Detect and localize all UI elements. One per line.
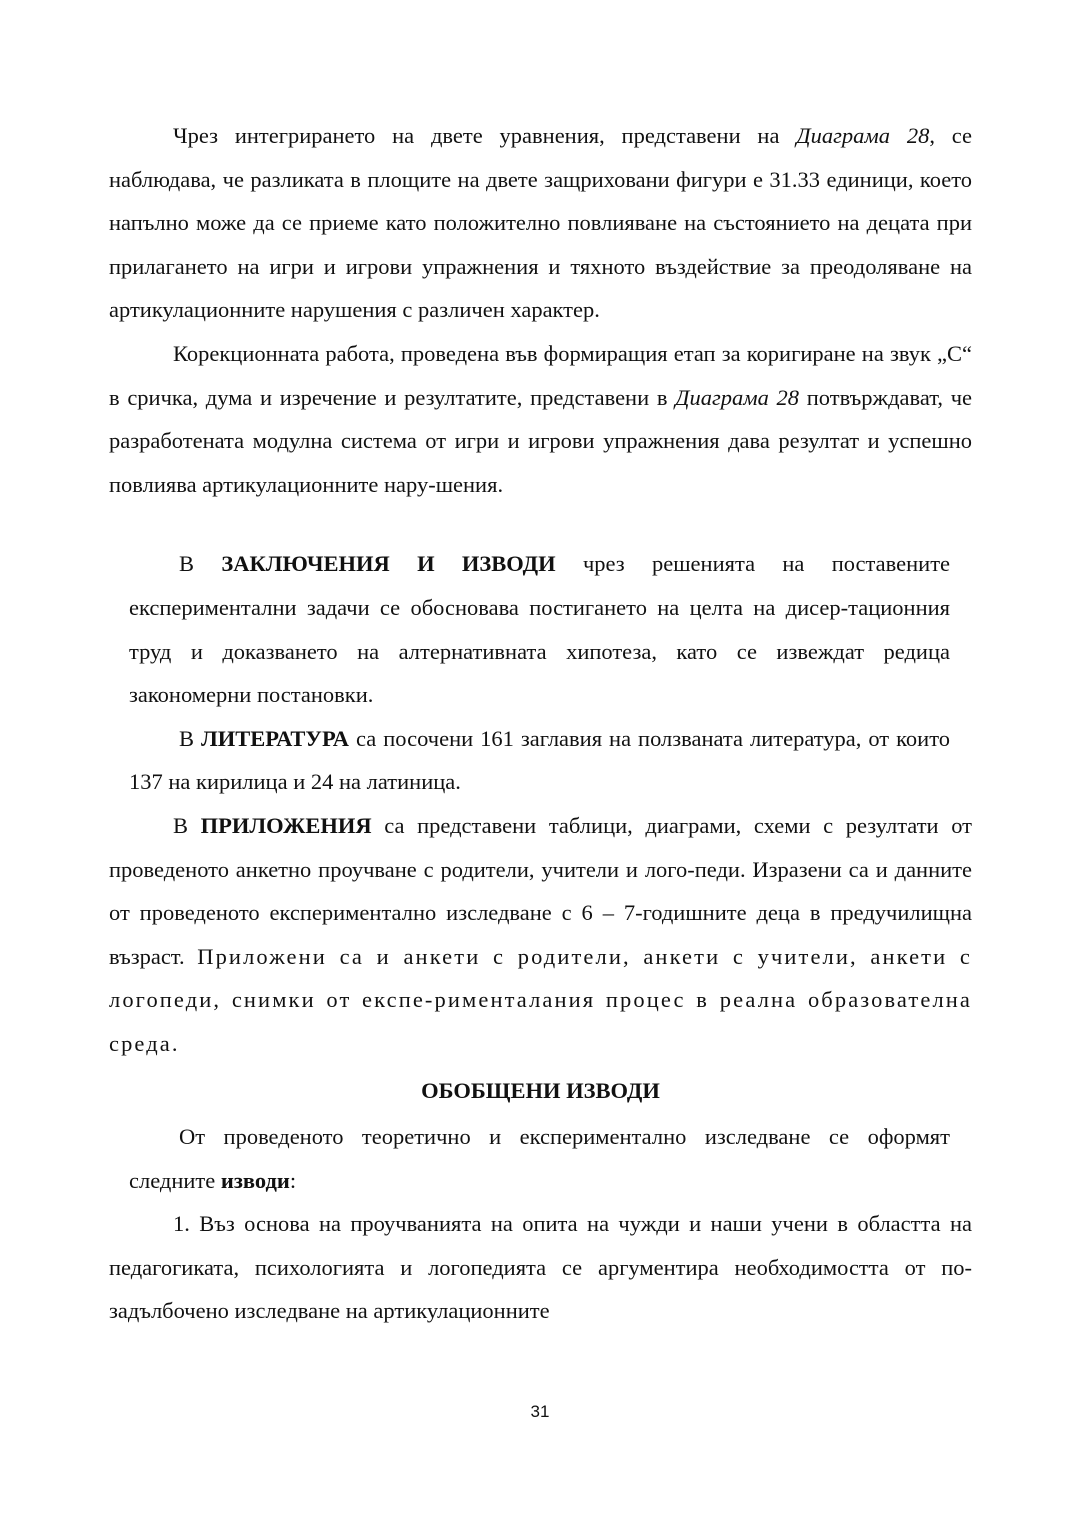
text-run: , се наблюдава, че разликата в площите на двете защриховани фигури е 31.33 единици, което напълно може да се приеме като положително повлияване на състоянието на децата при прилагането на игри и игрови упражнения и тяхното въздействие за преодоляване на артикулационните нарушения с различен характер.	[109, 123, 973, 323]
text-run: От проведеното теоретично и експериментално изследване се оформят следните	[129, 1124, 950, 1193]
text-run: Корекционната работа, проведена във формиращия етап за коригиране на звук „С“ в сричка, дума и изречение и резултатите, представени в	[109, 340, 972, 410]
text-run: В	[173, 812, 201, 838]
text-run: са посочени 161 заглавия на ползваната литература, от които 137 на кирилица и 24 на латиница.	[129, 725, 950, 795]
paragraph-summary-intro	[129, 1115, 950, 1202]
text-run: Чрез интегрирането на двете уравнения, представени на	[173, 123, 797, 148]
diagram-reference: Диаграма 28	[675, 384, 800, 410]
section-keyword: ЗАКЛЮЧЕНИЯ И ИЗВОДИ	[221, 551, 556, 577]
body-text	[109, 114, 972, 1333]
section-keyword: ПРИЛОЖЕНИЯ	[200, 812, 372, 838]
text-run-spaced: Приложени са и анкети с родители, анкети с учители, анкети с логопеди, снимки от експе-рименталания процес в реална образователна среда.	[109, 943, 972, 1056]
section-heading: ОБОБЩЕНИ ИЗВОДИ	[421, 1078, 660, 1104]
text-run: потвърждават, че разработената модулна система от игри и игрови упражнения дава резултат и успешно повлиява артикулационните нару-шения.	[109, 384, 973, 497]
section-keyword: ЛИТЕРАТУРА	[201, 725, 350, 751]
paragraph-literature	[129, 717, 950, 804]
paragraph-diagram-integration	[109, 114, 972, 332]
text-run: чрез решенията на поставените експериментални задачи се обосновава постигането на целта на дисер-тационния труд и доказването на алтернативната хипотеза, като се извеждат редица закономерни постановки.	[129, 551, 951, 708]
text-run: :	[289, 1167, 297, 1193]
diagram-reference: Диаграма 28	[796, 123, 930, 148]
paragraph-appendices	[109, 804, 972, 1066]
paragraph-corrective-work	[109, 332, 972, 506]
text-run: В	[179, 551, 222, 577]
paragraph-conclusion-1: 1. Въз основа на проучванията на опита на чужди и наши учени в областта на педагогиката, психологията и логопедията се аргументира необходимостта от по-задълбочено изследване на артикулационните	[109, 1211, 972, 1324]
text-run: В	[179, 725, 201, 751]
text-run: са представени таблици, диаграми, схеми с резултати от проведеното анкетно проучване с родители, учители и лого-педи. Изразени са и данните от проведеното експериментално изследване с 6 – 7-годишните деца в предучилищна възраст.	[109, 812, 972, 969]
page-number: 31	[530, 1402, 550, 1421]
bold-term: изводи	[220, 1167, 290, 1193]
paragraph-conclusions	[129, 542, 950, 716]
